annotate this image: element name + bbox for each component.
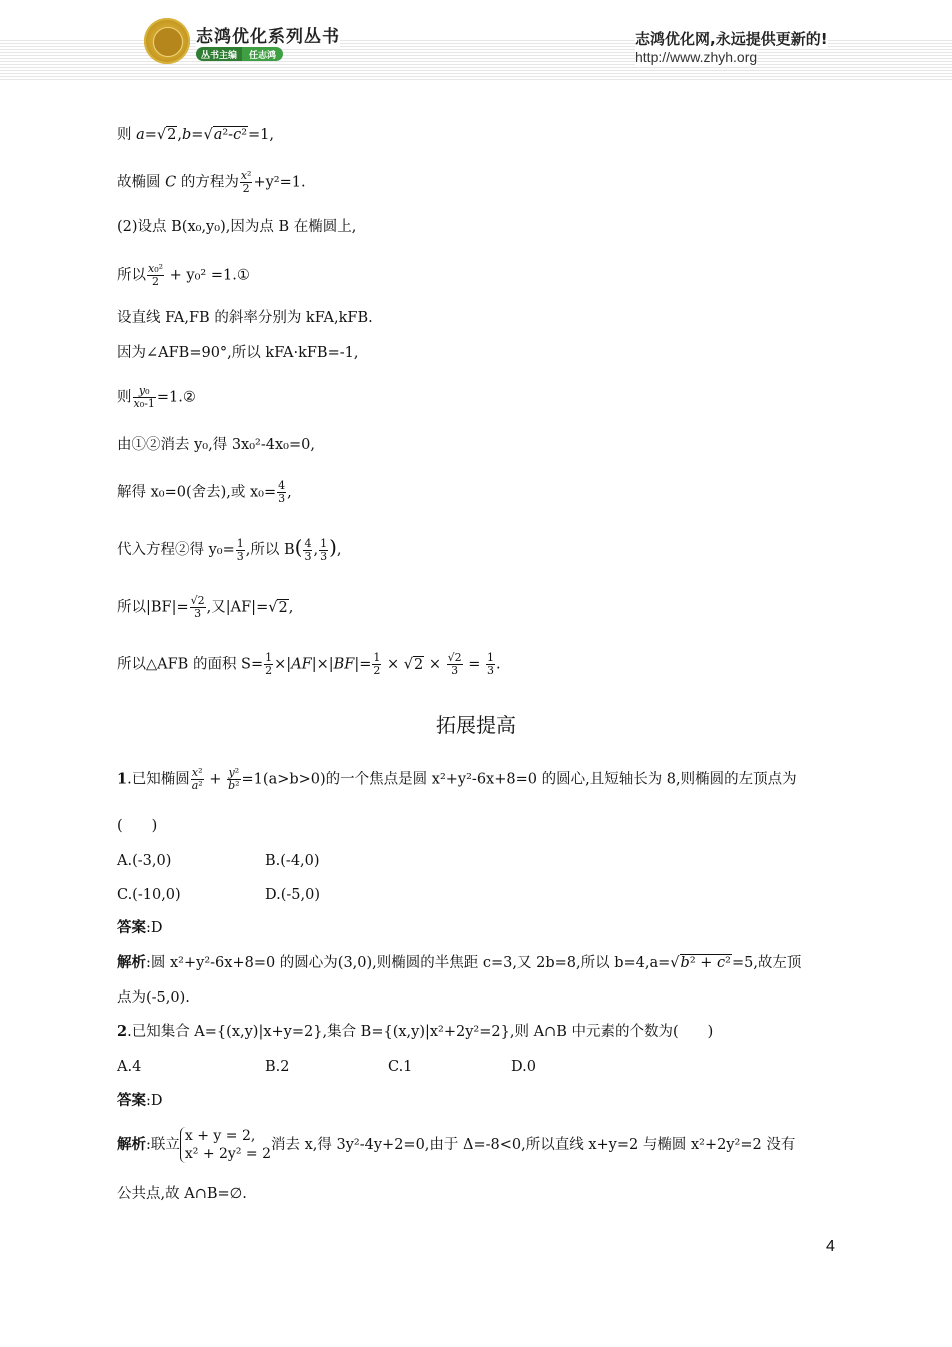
q1-answer: 答案:D (117, 919, 163, 936)
brand-title: 志鸿优化系列丛书 (196, 22, 340, 47)
q1-analysis: 解析:圆 x²+y²-6x+8=0 的圆心为(3,0),则椭圆的半焦距 c=3,又 2b=8,所以 b=4,a=√b² + c²=5,故左顶 (117, 954, 802, 971)
solution-line-1: 则 a=√2,b=√a²-c²=1, (117, 127, 274, 143)
solution-line-11: 所以|BF|= $\frac{√2}{3}$ ,又|AF|=√2, (117, 594, 294, 620)
section-title: 拓展提高 (436, 713, 516, 737)
page-number: 4 (826, 1238, 835, 1255)
q2-analysis: 解析:联立 x + y = 2, x² + 2y² = 2 消去 x,得 3y²-4y+2=0,由于 Δ=-8<0,所以直线 x+y=2 与椭圆 x²+2y²=2 没有 (117, 1128, 796, 1162)
q2-option-c: C.1 (388, 1059, 413, 1075)
q2-option-a: A.4 (117, 1059, 142, 1075)
q1-option-a: A.(-3,0) (117, 853, 172, 869)
brand-logo-icon (144, 18, 190, 64)
solution-line-4: 所以 $\frac{\text{x₀²}}{2}$ + y₀² =1.① (117, 262, 250, 288)
solution-line-5: 设直线 FA,FB 的斜率分别为 kFA,kFB. (117, 310, 373, 326)
brand-subtitle (196, 47, 283, 61)
solution-line-12: 所以△AFB 的面积 S= $\frac{1}{2}$ ×|AF|×|BF|= $\frac{1}{2}$ × √2 × $\frac{√2}{3}$ = $\frac{1}{3}$ . (117, 651, 501, 677)
solution-line-2: 故椭圆 C 的方程为 $\frac{\text{x²}}{2}$ +y²=1. (117, 169, 306, 195)
header-slogan: 志鸿优化网,永远提供更新的! (635, 30, 828, 48)
solution-line-10: 代入方程②得 y₀= $\frac{1}{3}$ ,所以 B( $\frac{4}{3}$ , $\frac{1}{3}$ ), (117, 535, 342, 563)
solution-line-3: (2)设点 B(x₀,y₀),因为点 B 在椭圆上, (117, 219, 357, 235)
q1-option-d: D.(-5,0) (265, 887, 320, 903)
solution-line-6: 因为∠AFB=90°,所以 kFA·kFB=-1, (117, 345, 359, 361)
equation-system: x + y = 2, x² + 2y² = 2 (180, 1127, 271, 1163)
q1-stem: 1.已知椭圆 $\frac{\text{x²}}{\text{a²}}$ + $\frac{\text{y²}}{\text{b²}}$ =1(a>b>0)的一个焦点是圆 x²+y²-6x+8=0 的圆心,且短轴长为 8,则椭圆的左顶点为 (117, 766, 797, 792)
header-url[interactable]: http://www.zhyh.org (635, 49, 758, 65)
q1-option-b: B.(-4,0) (265, 853, 320, 869)
q1-option-c: C.(-10,0) (117, 887, 181, 903)
q1-answer-paren: ( ) (117, 818, 158, 834)
q2-analysis-cont: 公共点,故 A∩B=∅. (117, 1186, 247, 1202)
solution-line-8: 由①②消去 y₀,得 3x₀²-4x₀=0, (117, 437, 315, 453)
q2-option-b: B.2 (265, 1059, 290, 1075)
q2-stem: 2.已知集合 A={(x,y)|x+y=2},集合 B={(x,y)|x²+2y²=2},则 A∩B 中元素的个数为( ) (117, 1023, 714, 1040)
solution-line-9: 解得 x₀=0(舍去),或 x₀= $\frac{4}{3}$ , (117, 479, 292, 505)
brand-sub-label: 丛书主编 (196, 47, 242, 61)
page-header (0, 0, 952, 82)
q1-analysis-cont: 点为(-5,0). (117, 990, 190, 1006)
solution-line-7: 则 $\frac{\text{y₀}}{\text{x₀-1}}$ =1.② (117, 384, 196, 410)
q2-answer: 答案:D (117, 1092, 163, 1109)
q2-option-d: D.0 (511, 1059, 536, 1075)
brand-sub-name: 任志鸿 (242, 47, 283, 61)
